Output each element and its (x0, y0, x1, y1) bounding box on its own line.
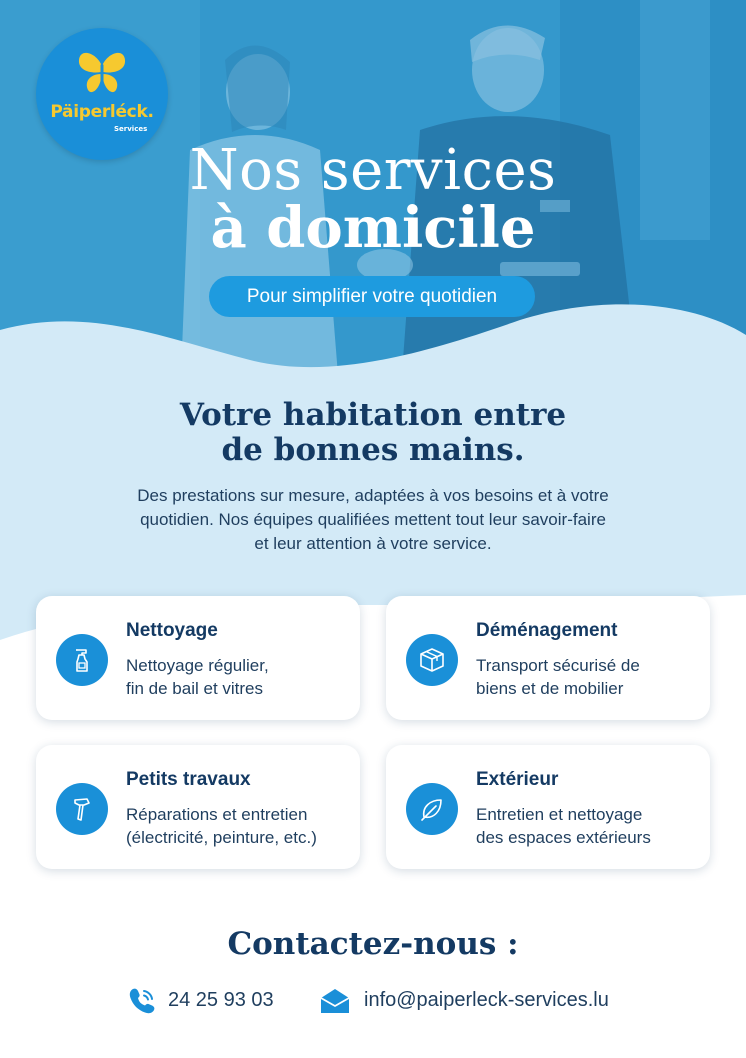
service-title: Nettoyage (126, 620, 218, 641)
service-desc-line2: fin de bail et vitres (126, 679, 264, 698)
intro-line3: et leur attention à votre service. (254, 534, 492, 553)
service-desc-line2: biens et de mobilier (476, 679, 624, 698)
intro-line1: Des prestations sur mesure, adaptées à vos besoins et à votre (137, 486, 609, 505)
tagline-pill: Pour simplifier votre quotidien (209, 276, 535, 317)
hammer-icon (56, 783, 108, 835)
service-desc-line1: Transport sécurisé de (476, 656, 640, 675)
headline-line2: de bonnes mains. (221, 432, 525, 468)
service-title: Extérieur (476, 769, 559, 790)
intro-line2: quotidien. Nos équipes qualifiées mettent tout leur savoir-faire (140, 510, 606, 529)
service-description (126, 654, 269, 700)
contact-email[interactable] (318, 985, 638, 1019)
service-card-demenagement (386, 596, 710, 720)
phone-number[interactable]: 24 25 93 03 (168, 989, 274, 1011)
service-description (476, 654, 640, 700)
brand-name: Päiperléck. (50, 102, 154, 122)
service-card-petits-travaux (36, 745, 360, 869)
butterfly-icon (76, 48, 128, 98)
leaf-icon (406, 783, 458, 835)
service-description (476, 803, 651, 849)
service-title: Déménagement (476, 620, 618, 641)
box-icon (406, 634, 458, 686)
service-card-exterieur (386, 745, 710, 869)
intro-text (90, 484, 656, 556)
envelope-icon (318, 985, 352, 1017)
service-card-nettoyage (36, 596, 360, 720)
service-desc-line1: Nettoyage régulier, (126, 656, 269, 675)
hero-title-line1: Nos services (189, 138, 557, 203)
email-address[interactable]: info@paiperleck-services.lu (364, 989, 609, 1011)
service-description (126, 803, 317, 849)
service-title: Petits travaux (126, 769, 251, 790)
section-headline (0, 398, 746, 468)
phone-icon (126, 985, 158, 1017)
contact-phone[interactable] (126, 985, 306, 1019)
headline-line1: Votre habitation entre (179, 397, 567, 433)
hero-title-line2: à domicile (210, 195, 536, 261)
service-desc-line1: Entretien et nettoyage (476, 805, 643, 824)
brand-sub: Services (114, 125, 148, 133)
service-desc-line2: des espaces extérieurs (476, 828, 651, 847)
service-desc-line2: (électricité, peinture, etc.) (126, 828, 317, 847)
spray-bottle-icon (56, 634, 108, 686)
service-desc-line1: Réparations et entretien (126, 805, 308, 824)
contact-title: Contactez-nous : (227, 926, 519, 962)
